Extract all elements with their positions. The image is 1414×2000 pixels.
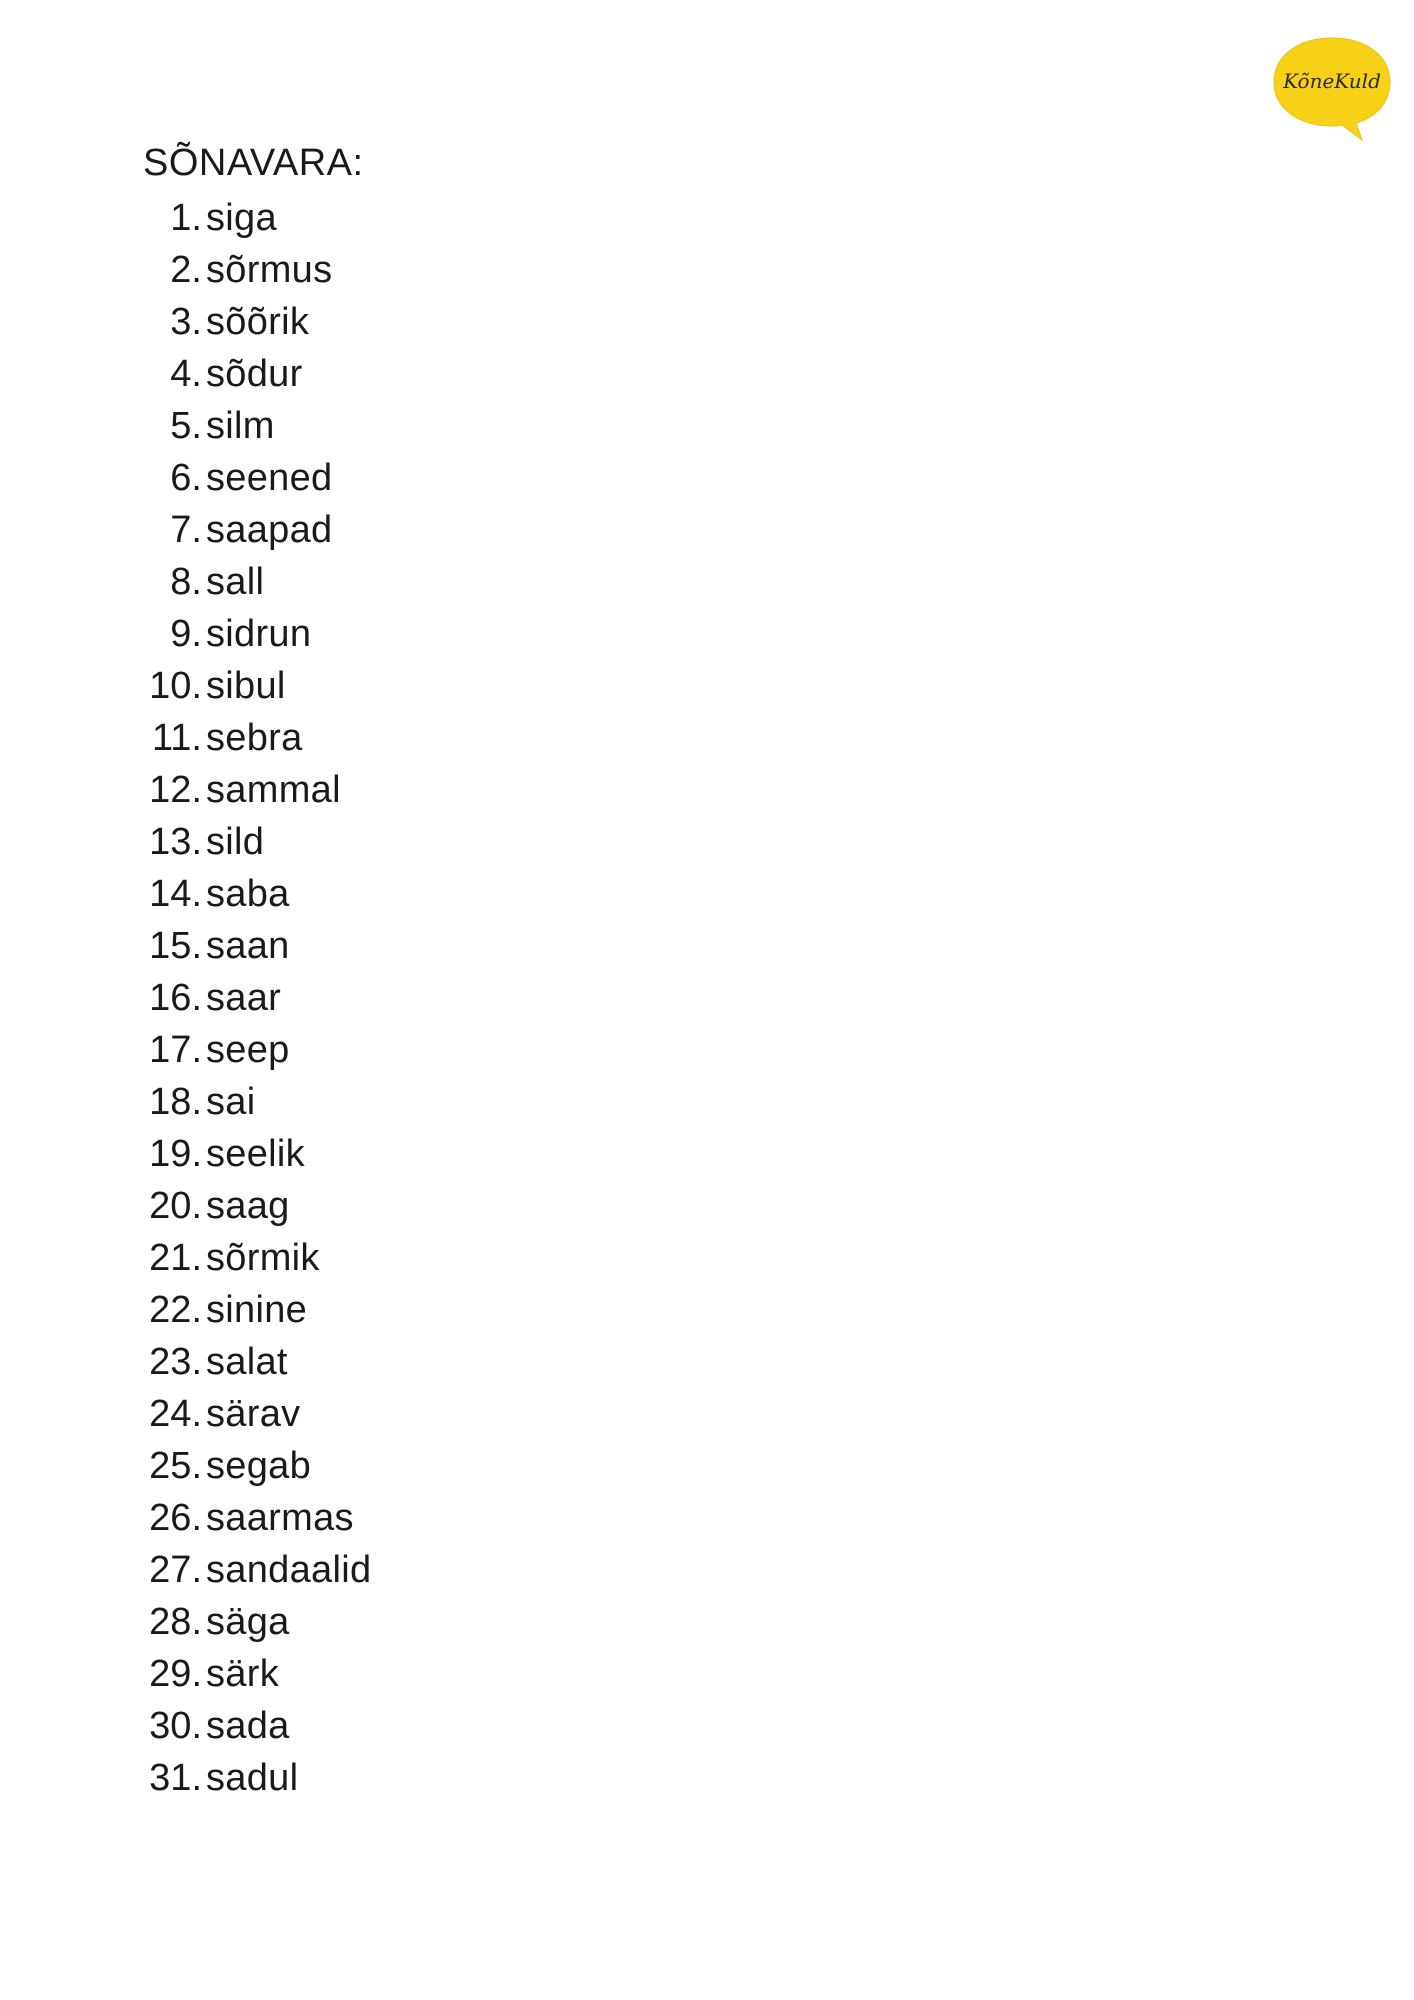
item-word: sai xyxy=(206,1081,256,1123)
item-number: 13. xyxy=(149,821,202,863)
item-word: sebra xyxy=(206,717,303,759)
item-number: 17. xyxy=(149,1029,202,1071)
item-number: 29. xyxy=(149,1653,202,1695)
item-number: 1. xyxy=(170,197,202,239)
item-word: sadul xyxy=(206,1757,299,1799)
list-item xyxy=(0,400,371,452)
item-number: 14. xyxy=(149,873,202,915)
item-word: salat xyxy=(206,1341,288,1383)
item-number: 26. xyxy=(149,1497,202,1539)
list-item xyxy=(0,556,371,608)
item-word: sõrmik xyxy=(206,1237,320,1279)
item-number: 11. xyxy=(151,717,202,759)
item-word: seelik xyxy=(206,1133,305,1175)
list-item xyxy=(0,1024,371,1076)
list-item xyxy=(0,608,371,660)
item-word: saag xyxy=(206,1185,290,1227)
logo-text: KõneKuld xyxy=(1283,69,1381,93)
item-word: särk xyxy=(206,1653,279,1695)
item-word: seened xyxy=(206,457,333,499)
list-item xyxy=(0,1440,371,1492)
item-number: 4. xyxy=(170,353,202,395)
item-word: sandaalid xyxy=(206,1549,372,1591)
item-word: siga xyxy=(206,197,277,239)
item-word: sidrun xyxy=(206,613,312,655)
list-item xyxy=(0,764,371,816)
list-item xyxy=(0,1076,371,1128)
list-item xyxy=(0,1700,371,1752)
item-number: 23. xyxy=(149,1341,202,1383)
list-item xyxy=(0,1388,371,1440)
item-number: 15. xyxy=(149,925,202,967)
item-word: sild xyxy=(206,821,265,863)
vocabulary-heading: SÕNAVARA: xyxy=(143,142,364,184)
list-item xyxy=(0,1180,371,1232)
list-item xyxy=(0,348,371,400)
item-number: 2. xyxy=(170,249,202,291)
item-word: sibul xyxy=(206,665,286,707)
item-word: sada xyxy=(206,1705,290,1747)
item-number: 3. xyxy=(170,301,202,343)
list-item xyxy=(0,660,371,712)
list-item xyxy=(0,1128,371,1180)
item-number: 8. xyxy=(170,561,202,603)
list-item xyxy=(0,296,371,348)
list-item xyxy=(0,1284,371,1336)
item-word: saar xyxy=(206,977,282,1019)
item-number: 21. xyxy=(149,1237,202,1279)
item-word: sõõrik xyxy=(206,301,310,343)
item-word: säga xyxy=(206,1601,290,1643)
item-word: saan xyxy=(206,925,290,967)
item-number: 18. xyxy=(149,1081,202,1123)
item-word: sinine xyxy=(206,1289,308,1331)
list-item xyxy=(0,972,371,1024)
item-word: särav xyxy=(206,1393,301,1435)
item-word: saba xyxy=(206,873,290,915)
list-item xyxy=(0,1544,371,1596)
item-number: 30. xyxy=(149,1705,202,1747)
list-item xyxy=(0,244,371,296)
list-item xyxy=(0,712,371,764)
item-word: saapad xyxy=(206,509,333,551)
list-item xyxy=(0,1492,371,1544)
list-item xyxy=(0,1752,371,1804)
item-word: saarmas xyxy=(206,1497,354,1539)
list-item xyxy=(0,1336,371,1388)
item-number: 31. xyxy=(149,1757,202,1799)
item-number: 19. xyxy=(149,1133,202,1175)
konekuld-logo xyxy=(1270,32,1394,144)
item-number: 22. xyxy=(149,1289,202,1331)
item-word: sõdur xyxy=(206,353,303,395)
item-number: 10. xyxy=(149,665,202,707)
list-item xyxy=(0,452,371,504)
item-word: sammal xyxy=(206,769,341,811)
list-item xyxy=(0,1232,371,1284)
item-word: seep xyxy=(206,1029,290,1071)
item-word: sall xyxy=(206,561,265,603)
list-item xyxy=(0,868,371,920)
list-item xyxy=(0,920,371,972)
item-number: 5. xyxy=(170,405,202,447)
speech-bubble-icon xyxy=(1270,32,1394,144)
item-number: 20. xyxy=(149,1185,202,1227)
item-word: sõrmus xyxy=(206,249,333,291)
list-item xyxy=(0,192,371,244)
list-item xyxy=(0,1596,371,1648)
item-number: 16. xyxy=(149,977,202,1019)
item-number: 28. xyxy=(149,1601,202,1643)
item-number: 7. xyxy=(170,509,202,551)
item-number: 6. xyxy=(170,457,202,499)
item-number: 24. xyxy=(149,1393,202,1435)
item-number: 25. xyxy=(149,1445,202,1487)
item-word: segab xyxy=(206,1445,312,1487)
item-number: 12. xyxy=(149,769,202,811)
list-item xyxy=(0,816,371,868)
list-item xyxy=(0,504,371,556)
item-number: 27. xyxy=(149,1549,202,1591)
item-word: silm xyxy=(206,405,275,447)
list-item xyxy=(0,1648,371,1700)
item-number: 9. xyxy=(170,613,202,655)
vocabulary-list xyxy=(0,192,371,1804)
